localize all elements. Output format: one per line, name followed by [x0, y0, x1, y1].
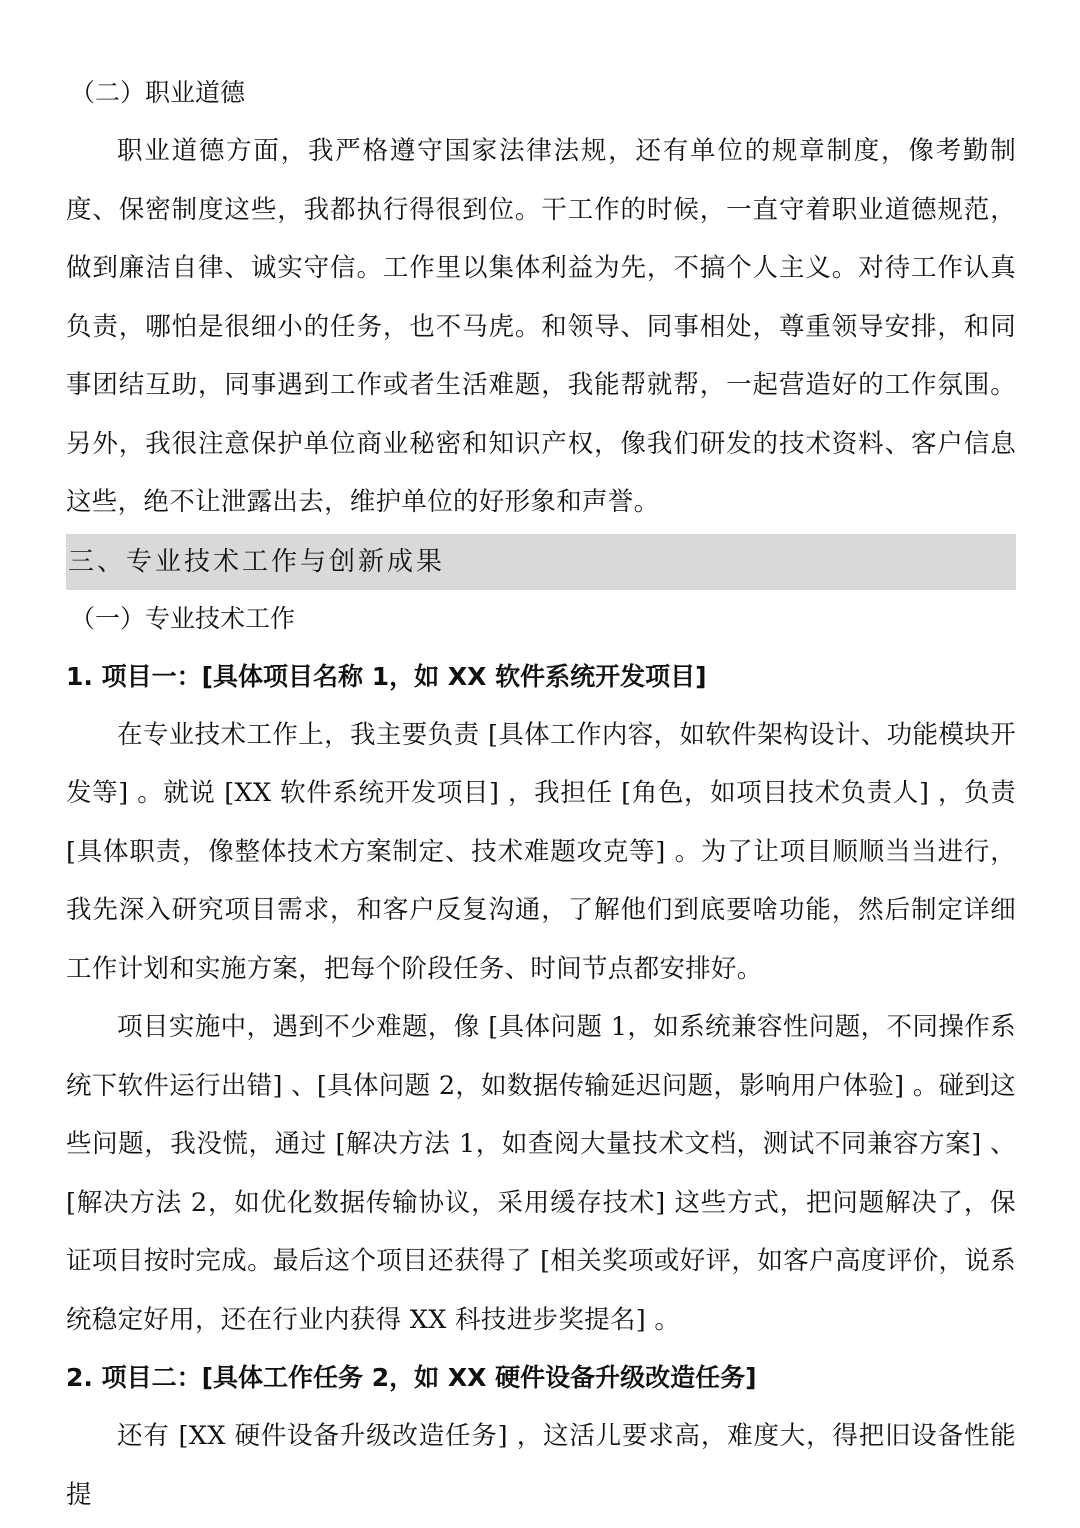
section-3-subheading: （一）专业技术工作 — [70, 603, 296, 633]
section-2-subheading: （二）职业道德 — [70, 78, 246, 107]
section-3-title: 三、专业技术工作与创新成果 — [66, 534, 1016, 590]
project-2-paragraph-1: 还有 [XX 硬件设备升级改造任务] ，这活儿要求高，难度大，得把旧设备性能提 — [66, 1421, 1016, 1510]
ethics-paragraph: 职业道德方面，我严格遵守国家法律法规，还有单位的规章制度，像考勤制度、保密制度这些，我都执行得很到位。干工作的时候，一直守着职业道德规范，做到廉洁自律、诚实守信。工作里以集体利益为先，不搞个人主义。对待工作认真负责，哪怕是很细小的任务，也不马虎。和领导、同事相处，尊重领导安排，和同事团结互助，同事遇到工作或者生活难题，我能帮就帮，一起营造好的工作氛围。另外，我很注意保护单位商业秘密和知识产权，像我们研发的技术资料、客户信息这些，绝不让泄露出去，维护单位的好形象和声誉。 — [66, 136, 1016, 517]
project-2-heading: 2. 项目二：[具体工作任务 2，如 XX 硬件设备升级改造任务] — [66, 1363, 757, 1392]
document-page — [66, 64, 1016, 1524]
project-1-paragraph-2: 项目实施中，遇到不少难题，像 [具体问题 1，如系统兼容性问题，不同操作系统下软件运行出错] 、[具体问题 2，如数据传输延迟问题，影响用户体验] 。碰到这些问题，我没慌，通过 [解决方法 1，如查阅大量技术文档，测试不同兼容方案] 、[解决方法 2，如优化数据传输协议，采用缓存技术] 这些方式，把问题解决了，保证项目按时完成。最后这个项目还获得了 [相关奖项或好评，如客户高度评价，说系统稳定好用，还在行业内获得 XX 科技进步奖提名] 。 — [66, 1012, 1016, 1335]
project-1-heading: 1. 项目一：[具体项目名称 1，如 XX 软件系统开发项目] — [66, 661, 707, 691]
project-1-paragraph-1: 在专业技术工作上，我主要负责 [具体工作内容，如软件架构设计、功能模块开发等] 。就说 [XX 软件系统开发项目] ，我担任 [角色，如项目技术负责人] ，负责 [具体职责，像整体技术方案制定、技术难题攻克等] 。为了让项目顺顺当当进行，我先深入研究项目需求，和客户反复沟通，了解他们到底要啥功能，然后制定详细工作计划和实施方案，把每个阶段任务、时间节点都安排好。 — [66, 719, 1016, 984]
